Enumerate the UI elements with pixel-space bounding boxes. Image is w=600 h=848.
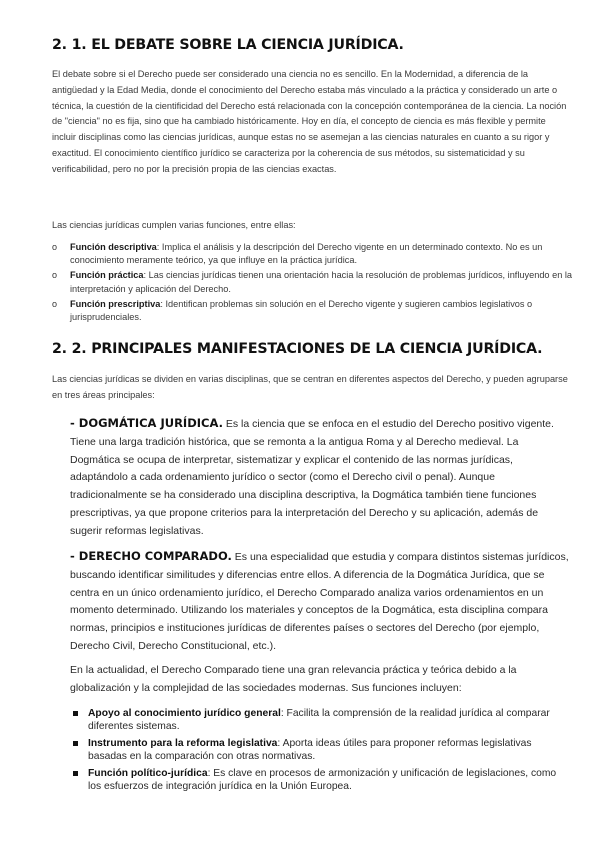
list-item [52, 298, 572, 324]
list-item [70, 737, 570, 764]
derecho-comparado-text: Es una especialidad que estudia y compara distintos sistemas jurídicos, buscando identificar similitudes y diferencias entre ellos. A diferencia de la Dogmática Jurídica, que se centra en un único ordenamiento jurídico, el Derecho Comparado analiza varios ordenamientos en un momento determinado. Utilizando los materiales y conceptos de la Dogmática, esta disciplina compara normas, principios e instituciones jurídicas de diferentes países o sectores del Derecho (por ejemplo, Derecho Civil, Derecho Constitucional, etc.). [70, 551, 569, 652]
list-item [70, 707, 570, 734]
function-text: : Facilita la comprensión de la realidad jurídica al comparar diferentes sistemas. [88, 708, 550, 733]
list-item [52, 241, 572, 267]
square-bullet-icon [73, 771, 78, 776]
actualidad-paragraph: En la actualidad, el Derecho Comparado tiene una gran relevancia práctica y teórica debido a la globalización y la complejidad de las sociedades modernas. Sus funciones incluyen: [70, 664, 517, 694]
dogmatica-text: Es la ciencia que se enfoca en el estudio del Derecho positivo vigente. Tiene una larga tradición histórica, que se remonta a la antigua Roma y al Derecho medieval. La Dogmática se ocupa de interpretar, sistematizar y explicar el contenido de las normas jurídicas, adaptándolo a cada ordenamiento jurídico o sector (como el Derecho civil o penal). Aunque tradicionalmente se ha considerado una disciplina descriptiva, la Dogmática también tiene funciones prescriptivas, ya que propone criterios para la interpretación del Derecho y su aplicación, además de sugerir reformas legislativas. [70, 418, 554, 537]
function-text: : Implica el análisis y la descripción del Derecho vigente en un determinado contexto. No es un conocimiento meramente teórico, ya que influye en la práctica jurídica. [70, 242, 543, 266]
section-1-heading: 2. 1. EL DEBATE SOBRE LA CIENCIA JURÍDICA. [52, 37, 404, 53]
function-term: Función práctica [70, 270, 144, 281]
list-item [70, 767, 570, 794]
comparado-functions-list [70, 707, 570, 797]
circle-bullet-icon: o [52, 242, 58, 252]
function-text: : Identifican problemas sin solución en el Derecho vigente y sugieren cambios legislativos o jurisprudenciales. [70, 298, 533, 323]
function-term: Instrumento para la reforma legislativa [88, 738, 278, 749]
dogmatica-paragraph [70, 415, 570, 541]
function-text: : Aporta ideas útiles para proponer reformas legislativas basadas en la comparación con otras normativas. [88, 738, 532, 763]
square-bullet-icon [73, 711, 78, 716]
dogmatica-heading: - DOGMÁTICA JURÍDICA. [70, 416, 223, 430]
function-term: Función descriptiva [70, 242, 157, 252]
circle-bullet-icon: o [52, 298, 58, 309]
functions-list [52, 241, 572, 326]
section-2-heading: 2. 2. PRINCIPALES MANIFESTACIONES DE LA CIENCIA JURÍDICA. [52, 341, 543, 357]
function-term: Función prescriptiva [70, 298, 161, 309]
function-text: : Es clave en procesos de armonización y unificación de legislaciones, como los esfuerzos de integración jurídica en la Unión Europea. [88, 768, 557, 793]
functions-intro: Las ciencias jurídicas cumplen varias funciones, entre ellas: [52, 220, 296, 230]
section-2-intro: Las ciencias jurídicas se dividen en varias disciplinas, que se centran en diferentes aspectos del Derecho, y pueden agruparse en tres áreas principales: [52, 374, 568, 400]
list-item [52, 269, 572, 295]
function-term: Función político-jurídica [88, 768, 208, 779]
section-1-intro-paragraph: El debate sobre si el Derecho puede ser considerado una ciencia no es sencillo. En la Modernidad, a diferencia de la antigüedad y la Edad Media, donde el conocimiento del Derecho estaba más vinculado a la práctica y considerado un arte o técnica, la cuestión de la cientificidad del Derecho está relacionada con la concepción contemporánea de la ciencia. La noción de "ciencia" no es fija, sino que ha cambiado históricamente. Hoy en día, el concepto de ciencia es más flexible y permite incluir disciplinas como las ciencias jurídicas, aunque estas no se asemejan a las ciencias naturales en cuanto a su rigor y exactitud. El conocimiento científico jurídico se caracteriza por la coherencia de sus métodos, su sistematicidad y su verificabilidad, pero no por la precisión propia de las ciencias exactas. [52, 69, 567, 174]
circle-bullet-icon: o [52, 270, 58, 281]
derecho-comparado-heading: - DERECHO COMPARADO. [70, 549, 232, 563]
function-text: : Las ciencias jurídicas tienen una orientación hacia la resolución de problemas jurídicos, influyendo en la interpretación y aplicación del Derecho. [70, 270, 573, 294]
square-bullet-icon [73, 741, 78, 746]
function-term: Apoyo al conocimiento jurídico general [88, 708, 281, 719]
derecho-comparado-paragraph [70, 548, 570, 656]
